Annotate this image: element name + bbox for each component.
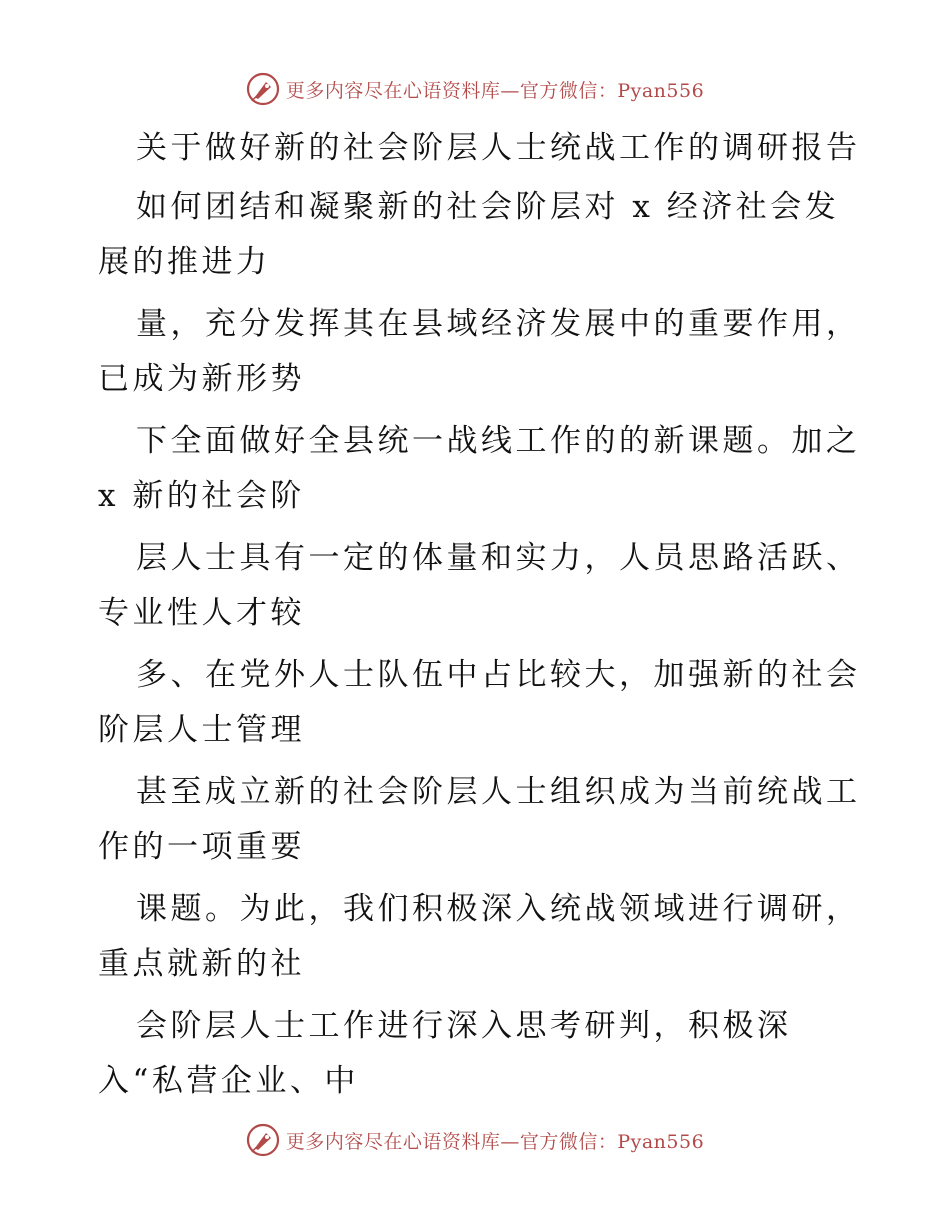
footer-banner-text — [286, 1127, 704, 1154]
text-line: 下全面做好全县统一战线工作的的新课题。加之 — [136, 423, 861, 459]
text-line: 甚至成立新的社会阶层人士组织成为当前统战工 — [136, 774, 861, 810]
text-line: x 新的社会阶 — [98, 478, 305, 514]
footer-banner-separator: — — [500, 1130, 520, 1153]
header-banner-main: 更多内容尽在心语资料库 — [285, 79, 501, 102]
text-line: 量，充分发挥其在县域经济发展中的重要作用， — [136, 306, 861, 342]
text-line: 入“私营企业、中 — [98, 1063, 359, 1099]
text-line: 阶层人士管理 — [98, 712, 305, 748]
text-line: 多、在党外人士队伍中占比较大，加强新的社会 — [136, 657, 861, 693]
footer-banner — [0, 1123, 950, 1157]
text-line: 专业性人才较 — [98, 595, 305, 631]
text-line: 层人士具有一定的体量和实力，人员思路活跃、 — [136, 540, 861, 576]
text-line: 作的一项重要 — [98, 829, 305, 865]
footer-banner-main: 更多内容尽在心语资料库 — [285, 1130, 501, 1153]
text-line: 课题。为此，我们积极深入统战领域进行调研， — [136, 891, 861, 927]
pen-nib-logo-icon — [246, 1123, 280, 1157]
text-line: 展的推进力 — [98, 244, 271, 280]
document-title: 关于做好新的社会阶层人士统战工作的调研报告 — [136, 130, 861, 166]
footer-banner-wechat: 官方微信：Pyan556 — [519, 1130, 705, 1153]
text-line: 如何团结和凝聚新的社会阶层对 x 经济社会发 — [136, 189, 840, 225]
text-line: 会阶层人士工作进行深入思考研判，积极深 — [136, 1008, 792, 1044]
header-banner-separator: — — [500, 79, 520, 102]
text-line: 重点就新的社 — [98, 946, 305, 982]
text-line: 已成为新形势 — [98, 361, 305, 397]
header-banner-wechat: 官方微信：Pyan556 — [519, 79, 705, 102]
